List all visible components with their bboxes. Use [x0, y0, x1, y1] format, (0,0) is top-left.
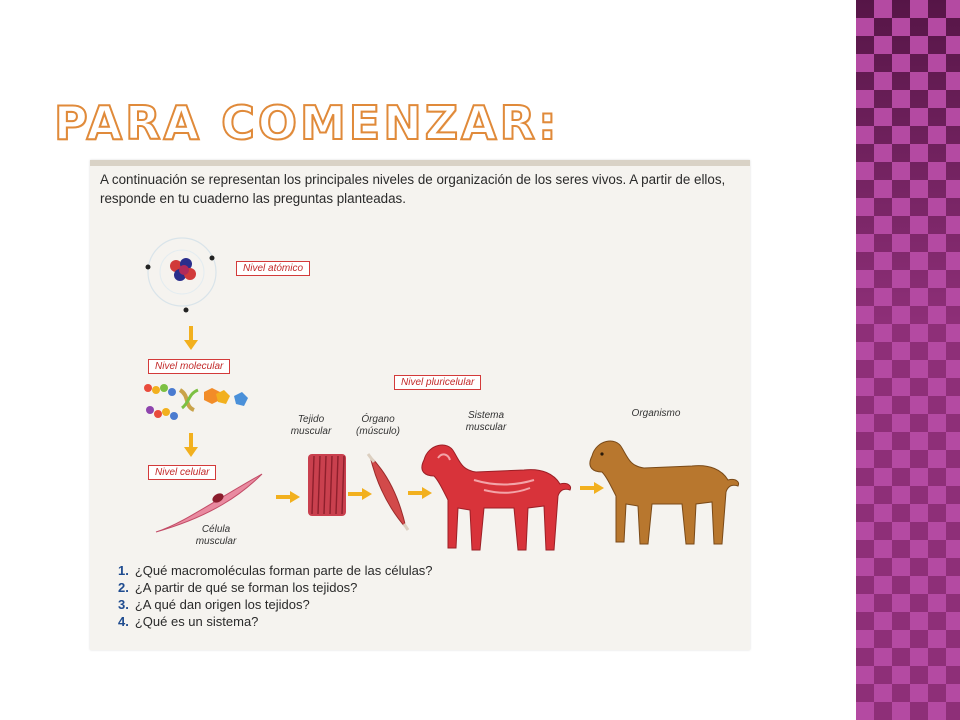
label-nivel-atomico: Nivel atómico — [236, 261, 310, 276]
arrow-down-1 — [184, 340, 198, 350]
arrow-right-1 — [290, 491, 300, 503]
decorative-side-strip — [856, 0, 960, 720]
arrow-down-2 — [184, 447, 198, 457]
caption-tejido-muscular: Tejido muscular — [290, 414, 332, 437]
questions-list — [118, 562, 433, 630]
caption-organismo: Organismo — [631, 408, 681, 419]
dog-organism-illustration — [582, 426, 742, 550]
dog-muscular-system-illustration — [414, 430, 574, 556]
question-item: 3. ¿A qué dan origen los tejidos? — [118, 597, 310, 612]
textbook-image — [90, 160, 750, 650]
label-nivel-molecular: Nivel molecular — [148, 359, 230, 374]
question-item: 4. ¿Qué es un sistema? — [118, 614, 259, 629]
intro-text: A continuación se representan los principales niveles de organización de los seres vivos. A partir de ellos, responde en tu cuaderno las preguntas planteadas. — [100, 172, 726, 206]
label-nivel-celular: Nivel celular — [148, 465, 216, 480]
caption-celula-muscular: Célula muscular — [195, 524, 237, 547]
slide-title: PARA COMENZAR: — [54, 96, 560, 150]
question-item: 2. ¿A partir de qué se forman los tejidos? — [118, 580, 358, 595]
atom-illustration — [140, 232, 230, 322]
page-top-bar — [90, 160, 750, 166]
question-item: 1. ¿Qué macromoléculas forman parte de las células? — [118, 563, 433, 578]
muscle-tissue-illustration — [306, 452, 348, 518]
label-nivel-pluricelular: Nivel pluricelular — [394, 375, 481, 390]
caption-sistema-muscular: Sistema muscular — [465, 410, 507, 433]
molecule-illustration — [142, 378, 262, 428]
caption-organo-musculo: Órgano (músculo) — [356, 414, 400, 437]
muscle-organ-illustration — [364, 452, 410, 532]
